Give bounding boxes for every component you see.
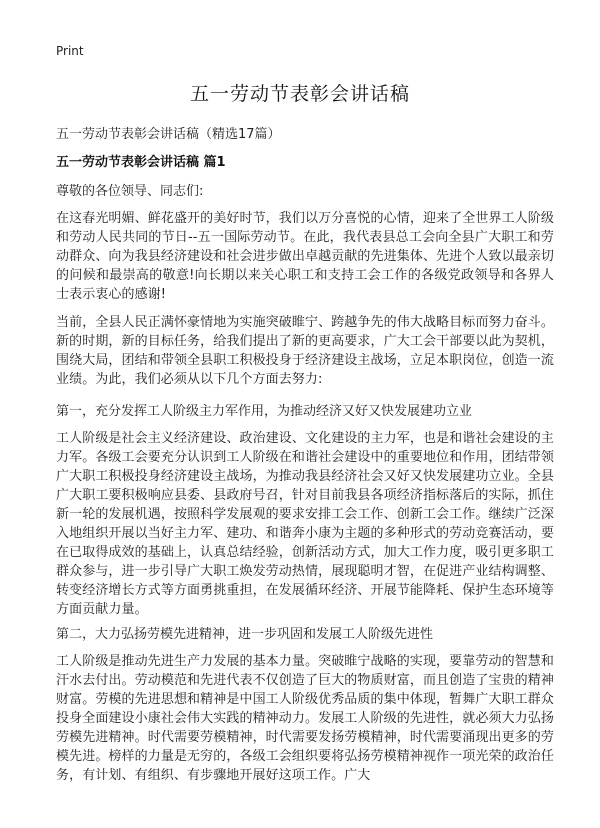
document-title: 五一劳动节表彰会讲话稿 [189, 83, 410, 105]
paragraph-current-situation: 当前，全县人民正满怀豪情地为实施突破睢宁、跨越争先的伟大战略目标而努力奋斗。新的时期，新的目标任务，给我们提出了新的更高要求，广大工会干部要以此为契机，围绕大局，团结和带领全县职工积极投身于经济建设主战场，立足本职岗位，创造一流业绩。为此，我们必须从以下几个方面去努力: [56, 315, 554, 387]
document-subtitle: 五一劳动节表彰会讲话稿（精选17篇） [56, 127, 281, 142]
section-heading: 五一劳动节表彰会讲话稿 篇1 [56, 155, 226, 170]
paragraph-model-worker: 工人阶级是推动先进生产力发展的基本力量。突破睢宁战略的实现，要靠劳动的智慧和汗水去付出。劳动模范和先进代表不仅创造了巨大的物质财富，而且创造了宝贵的精神财富。劳模的先进思想和精神是中国工人阶级优秀品质的集中体现，暂舞广大职工群众投身全面建设小康社会伟大实践的精神动力。发展工人阶级的先进性，就必须大力弘扬劳模先进精神。时代需要劳模精神，时代需要发扬劳模精神，时代需要涌现出更多的劳模先进。榜样的力量是无穷的，各级工会组织要将弘扬劳模精神视作一项光荣的政治任务，有计划、有组织、有步骤地开展好这项工作。广大 [56, 654, 554, 783]
paragraph-opening: 在这春光明媚、鲜花盛开的美好时节，我们以万分喜悦的心情，迎来了全世界工人阶级和劳动人民共同的节日--五一国际劳动节。在此，我代表县总工会向全县广大职工和劳动群众、向为我县经济建设和社会进步做出卓越贡献的先进集体、先进个人致以最亲切的问候和最崇高的敬意!向长期以来关心职工和支持工会工作的各级党政领导和各界人士表示衷心的感谢! [56, 211, 554, 302]
point-heading-first: 第一，充分发挥工人阶级主力军作用，为推动经济又好又快发展建功立业 [56, 404, 473, 419]
point-heading-second: 第二，大力弘扬劳模先进精神，进一步巩固和发展工人阶级先进性 [56, 627, 434, 642]
paragraph-main-force: 工人阶级是社会主义经济建设、政治建设、文化建设的主力军，也是和谐社会建设的主力军。各级工会要充分认识到工人阶级在和谐社会建设中的重要地位和作用，团结带领广大职工积极投身经济建设主战场，为推动我县经济社会又好又快发展建功立业。全县广大职工要积极响应县委、县政府号召，针对目前我县各项经济指标落后的实际，抓住新一轮的发展机遇，按照科学发展观的要求安排工会工作、创新工会工作。继续广泛深入地组织开展以当好主力军、建功、和谐奔小康为主题的多种形式的劳动竞赛活动，要在已取得成效的基础上，认真总结经验，创新活动方式，加大工作力度，吸引更多职工群众参与，进一步引导广大职工焕发劳动热情，展现聪明才智，在促进产业结构调整、转变经济增长方式等方面勇挑重担，在发展循环经济、开展节能降耗、保护生态环境等方面贡献力量。 [56, 431, 554, 617]
print-link[interactable]: Print [56, 44, 84, 58]
greeting-line: 尊敬的各位领导、同志们: [56, 184, 204, 199]
